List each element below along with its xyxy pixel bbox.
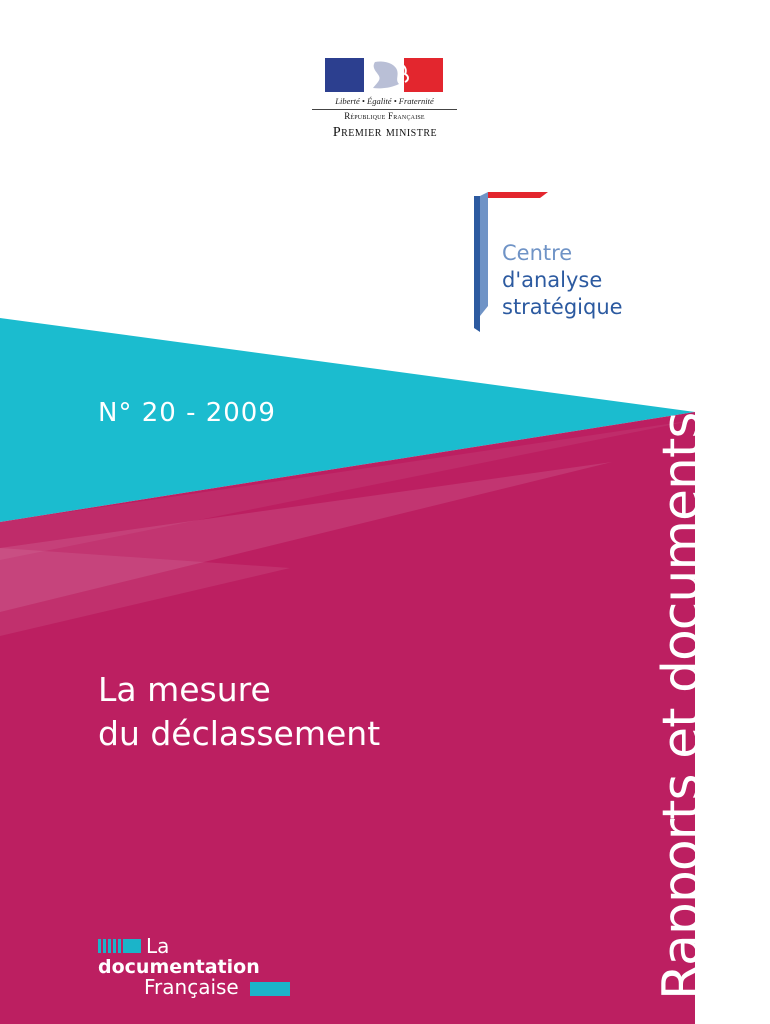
series-name: Rapports et documents: [652, 412, 712, 1000]
barcode-icon: [98, 939, 144, 953]
document-title: [98, 668, 380, 756]
republic-motto: Liberté • Égalité • Fraternité: [335, 96, 434, 106]
ldf-documentation: documentation: [98, 956, 260, 978]
la-documentation-francaise-logo: [98, 936, 298, 998]
issue-number: N° 20 - 2009: [98, 398, 276, 428]
cas-brand-line3: stratégique: [502, 295, 623, 319]
cas-brand-line2: d'analyse: [502, 268, 603, 292]
title-line1: La mesure: [98, 670, 271, 709]
ldf-francaise: Française: [144, 975, 239, 999]
title-line2: du déclassement: [98, 714, 381, 753]
ldf-la: La: [146, 934, 170, 958]
marianne-logo: [325, 58, 443, 92]
republic-name: République Française: [312, 109, 457, 121]
cas-brand-line1: Centre: [502, 241, 573, 265]
cas-brand-text: [502, 240, 623, 321]
ldf-accent-block: [250, 982, 290, 996]
ministry-name: Premier ministre: [332, 125, 438, 140]
